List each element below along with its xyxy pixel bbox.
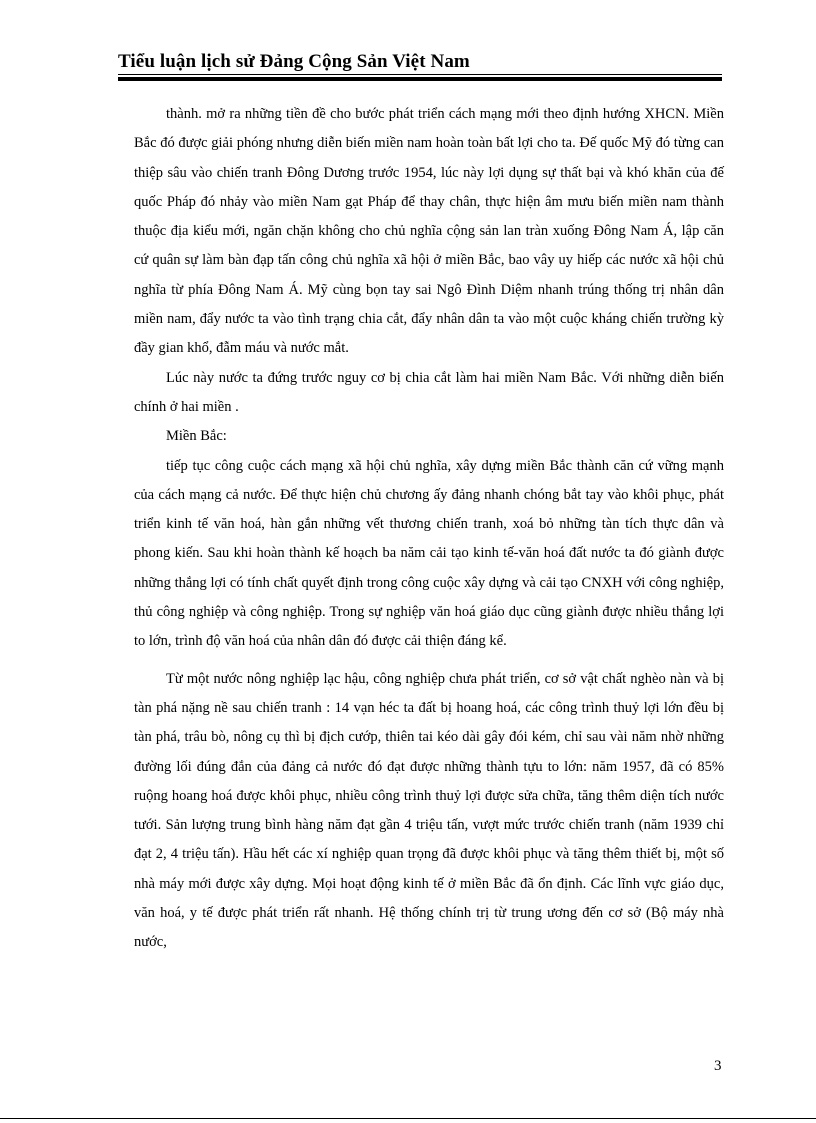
paragraph-1: thành. mở ra những tiền đề cho bước phát triển cách mạng mới theo định hướng XHCN. Miền Bắc đó được giải phóng nhưng diễn biến miền nam hoàn toàn bất lợi cho ta. Đế quốc Mỹ đó từng can thiệp sâu vào chiến tranh Đông Dương trước 1954, lúc này lợi dụng sự thất bại và khó khăn của đế quốc Pháp đó nhảy vào miền Nam gạt Pháp để thay chân, thực hiện âm mưu biến miền nam thành thuộc địa kiểu mới, ngăn chặn không cho chủ nghĩa cộng sản lan tràn xuống Đông Nam Á, lập căn cứ quân sự làm bàn đạp tấn công chủ nghĩa xã hội ở miền Bắc, bao vây uy hiếp các nước xã hội chủ nghĩa từ phía Đông Nam Á. Mỹ cùng bọn tay sai Ngô Đình Diệm nhanh trúng thống trị nhân dân miền nam, đẩy nước ta vào tình trạng chia cắt, đẩy nhân dân ta vào một cuộc kháng chiến trường kỳ đầy gian khổ, đẫm máu và nước mắt. — [134, 106, 724, 357]
document-body — [134, 100, 724, 958]
header-rule-thick — [118, 77, 722, 81]
paragraph-4: tiếp tục công cuộc cách mạng xã hội chủ nghĩa, xây dựng miền Bắc thành căn cứ vững mạnh của cách mạng cả nước. Để thực hiện chủ chương ấy đảng nhanh chóng bắt tay vào khôi phục, phát triển kinh tế văn hoá, hàn gắn những vết thương chiến tranh, xoá bỏ những tàn tích thực dân và phong kiến. Sau khi hoàn thành kế hoạch ba năm cải tạo kinh tế-văn hoá đất nước ta đó giành được những thắng lợi có tính chất quyết định trong công cuộc xây dựng và cải tạo CNXH với công nghiệp, thủ công nghiệp và công nghiệp. Trong sự nghiệp văn hoá giáo dục cũng giành được nhiều thắng lợi to lớn, trình độ văn hoá của nhân dân đó được cải thiện đáng kể. — [134, 457, 724, 650]
page-header — [118, 50, 722, 74]
page-number: 3 — [714, 1058, 722, 1074]
page-bottom-edge — [0, 1118, 816, 1119]
header-title: Tiểu luận lịch sử Đảng Cộng Sản Việt Nam — [118, 51, 470, 72]
paragraph-block — [134, 100, 724, 958]
header-rule-thin — [118, 74, 722, 75]
paragraph-2: Lúc này nước ta đứng trước nguy cơ bị chia cắt làm hai miền Nam Bắc. Với những diễn biến chính ở hai miền . — [134, 369, 724, 415]
paragraph-3-heading: Miền Bắc: — [166, 428, 227, 445]
paragraph-5: Từ một nước nông nghiệp lạc hậu, công nghiệp chưa phát triển, cơ sở vật chất nghèo nàn và bị tàn phá nặng nề sau chiến tranh : 14 vạn héc ta đất bị hoang hoá, các công trình thuỷ lợi lớn đều bị tàn phá, trâu bò, nông cụ thì bị địch cướp, thiên tai kéo dài gây đói kém, chỉ sau vài năm nhờ những đường lối đúng đắn của đảng cả nước đó đạt được những thành tựu to lớn: năm 1957, đã có 85% ruộng hoang hoá được khôi phục, nhiều công trình thuỷ lợi được sửa chữa, tăng thêm diện tích nước tưới. Sản lượng trung bình hàng năm đạt gần 4 triệu tấn, vượt mức trước chiến tranh (năm 1939 chỉ đạt 2, 4 triệu tấn). Hầu hết các xí nghiệp quan trọng đã được khôi phục và tăng thêm thiết bị, một số nhà máy mới được xây dựng. Mọi hoạt động kinh tế ở miền Bắc đã ổn định. Các lĩnh vực giáo dục, văn hoá, y tế được phát triển rất nhanh. Hệ thống chính trị từ trung ương đến cơ sở (Bộ máy nhà nước, — [134, 670, 724, 951]
paragraph-gap — [134, 657, 724, 665]
